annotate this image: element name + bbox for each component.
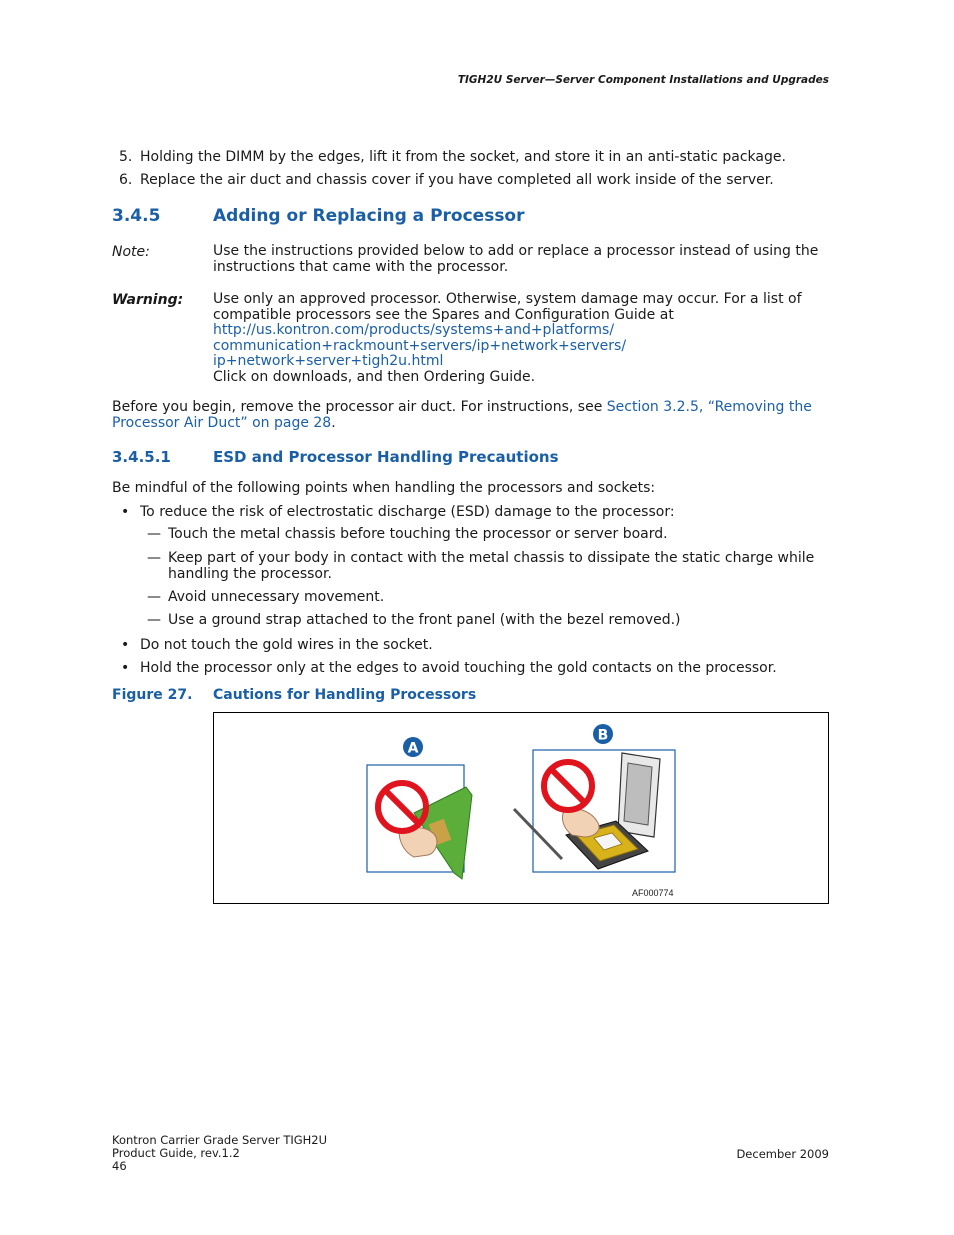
callout-a-label: A (407, 740, 419, 757)
running-header: TIGH2U Server—Server Component Installations and Upgrades (457, 74, 829, 86)
callout-b-label: B (597, 727, 609, 744)
step-number: 6. (119, 172, 133, 188)
dash-item (147, 551, 827, 582)
footer-date: December 2009 (736, 1147, 829, 1161)
before-prefix: Before you begin, remove the processor air duct. For instructions, see (112, 399, 607, 415)
section-cross-ref-link[interactable]: Section 3.2.5, “Removing the Processor Air Duct” on page 28 (112, 399, 812, 431)
spares-guide-link[interactable]: communication+rackmount+servers/ip+network+servers/ (213, 337, 627, 354)
footer-revision: Product Guide, rev.1.2 (112, 1146, 240, 1160)
figure-id: AF000774 (632, 888, 674, 898)
before-paragraph (112, 400, 828, 431)
prohibit-slash (385, 790, 419, 824)
footer-left (112, 1134, 327, 1173)
panel-a (367, 737, 472, 879)
bullet-item (121, 660, 777, 676)
processor-handling-illustration (214, 713, 828, 903)
step-item (119, 172, 774, 188)
footer-product: Kontron Carrier Grade Server TIGH2U (112, 1133, 328, 1147)
dash-mark: — (147, 526, 161, 542)
bullet-item (121, 504, 675, 520)
subsection-heading (112, 448, 559, 466)
section-number: 3.4.5 (112, 206, 161, 226)
warning-body (213, 292, 829, 385)
dash-text: Use a ground strap attached to the front panel (with the bezel removed.) (168, 612, 681, 628)
bullet-mark: • (121, 637, 130, 653)
dash-text: Touch the metal chassis before touching the processor or server board. (168, 526, 668, 542)
bullet-text: Hold the processor only at the edges to avoid touching the gold contacts on the processor. (140, 660, 777, 676)
bullet-text: To reduce the risk of electrostatic discharge (ESD) damage to the processor: (140, 504, 675, 520)
prohibit-slash (551, 769, 585, 803)
figure-title: Cautions for Handling Processors (213, 687, 477, 703)
step-number: 5. (119, 149, 133, 165)
spares-guide-link[interactable]: ip+network+server+tigh2u.html (213, 353, 444, 369)
intro-text: Be mindful of the following points when handling the processors and sockets: (112, 480, 656, 496)
dash-text: Keep part of your body in contact with the metal chassis to dissipate the static charge while handling the processor. (168, 550, 815, 582)
subsection-number: 3.4.5.1 (112, 448, 171, 466)
step-text: Replace the air duct and chassis cover if you have completed all work inside of the server. (140, 172, 774, 188)
dash-mark: — (147, 612, 161, 628)
spares-guide-link[interactable]: http://us.kontron.com/products/systems+and+platforms/ (213, 322, 615, 338)
bullet-mark: • (121, 504, 130, 520)
dash-mark: — (147, 550, 161, 566)
step-item (119, 149, 786, 165)
bullet-item (121, 637, 433, 653)
bullet-mark: • (121, 660, 130, 676)
warning-text: Use only an approved processor. Otherwise, system damage may occur. For a list of compatible processors see the Spares and Configuration Guide at (213, 291, 802, 323)
section-title: Adding or Replacing a Processor (213, 206, 525, 226)
subsection-title: ESD and Processor Handling Precautions (213, 448, 559, 466)
panel-b (514, 724, 675, 872)
figure-caption (112, 687, 476, 703)
dash-mark: — (147, 589, 161, 605)
bullet-text: Do not touch the gold wires in the socket. (140, 637, 433, 653)
note-label: Note: (112, 244, 150, 260)
note-text: Use the instructions provided below to add or replace a processor instead of using the instructions that came with the processor. (213, 243, 819, 275)
page-number: 46 (112, 1159, 127, 1173)
warning-after-text: Click on downloads, and then Ordering Guide. (213, 368, 536, 385)
socket-lever (514, 809, 562, 859)
dash-item (147, 590, 827, 606)
section-heading (112, 206, 525, 226)
figure-number: Figure 27. (112, 687, 193, 703)
before-suffix: . (331, 414, 336, 431)
warning-label: Warning: (112, 292, 184, 308)
step-text: Holding the DIMM by the edges, lift it from the socket, and store it in an anti-static package. (140, 149, 786, 165)
dash-item (147, 613, 827, 629)
dash-text: Avoid unnecessary movement. (168, 589, 385, 605)
dash-item (147, 527, 827, 543)
figure-frame (213, 712, 829, 904)
